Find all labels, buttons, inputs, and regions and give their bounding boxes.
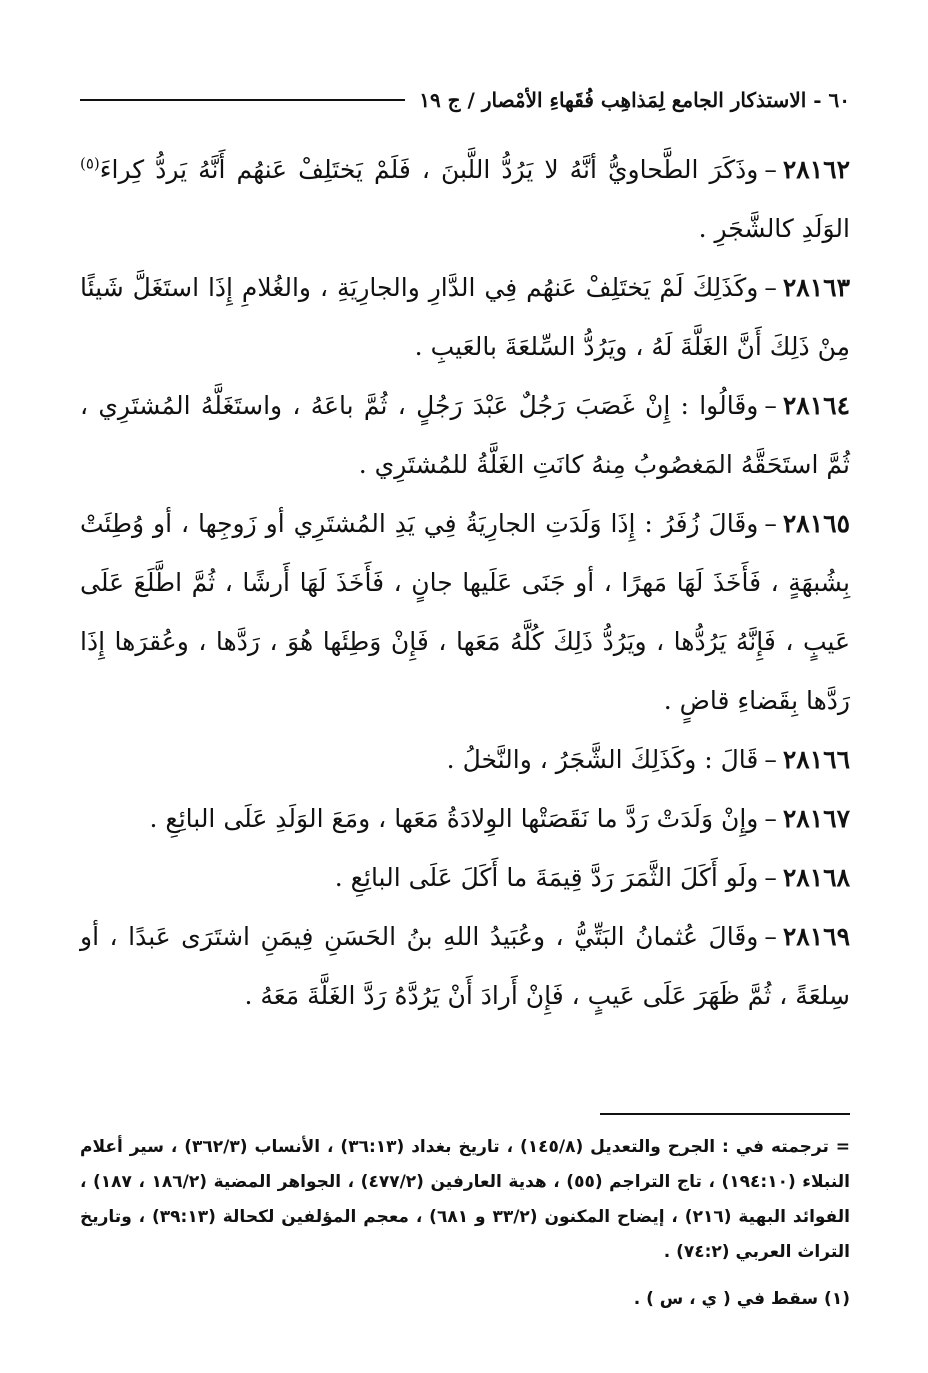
paragraph-number: ٢٨١٦٧ (782, 804, 850, 833)
dash: – (764, 863, 777, 892)
header-title: ٦٠ - الاستذكار الجامع لِمَذاهِب فُقَهاءِ الأمْصار / ج ١٩ (419, 88, 850, 112)
running-header (80, 82, 850, 118)
paragraph-number: ٢٨١٦٨ (782, 863, 850, 892)
paragraph-number: ٢٨١٦٦ (782, 745, 850, 774)
dash: – (764, 745, 777, 774)
paragraph-28163 (80, 258, 850, 376)
paragraph-text: قَالَ : وكَذَلِكَ الشَّجَرُ ، والنَّخلُ . (446, 745, 759, 774)
paragraph-28168 (80, 848, 850, 907)
paragraph-28164 (80, 376, 850, 494)
dash: – (764, 391, 777, 420)
paragraph-text-continued: الوَلَدِ كالشَّجَرِ . (698, 214, 850, 243)
paragraph-text: وذَكَرَ الطَّحاويُّ أنَّهُ لا يَرُدُّ اللَّبنَ ، فَلَمْ يَختَلِفْ عَنهُم أَنَّهُ يَردُّ كِراءَ (99, 155, 759, 184)
footnote-reference: (٥) (80, 154, 100, 173)
paragraph-28167 (80, 789, 850, 848)
paragraph-text: وقَالَ زُفَرُ : إِذَا وَلَدَتِ الجارِيَةُ فِي يَدِ المُشتَرِي أو زَوجِها ، أو وُطِئَتْ بِشُبهَةٍ ، فَأَخَذَ لَهَا مَهرًا ، أو جَنَى عَلَيها جانٍ ، فَأَخَذَ لَهَا أَرشًا ، ثُمَّ اطَّلَعَ عَلَى عَيبٍ ، فَإِنَّهُ يَرُدُّها ، ويَرُدُّ ذَلِكَ كُلَّهُ مَعَها ، فَإِنْ وَطِئَها هُوَ ، رَدَّها ، وعُقرَها إِذَا رَدَّها بِقَضاءِ قاضٍ . (80, 509, 850, 715)
paragraph-number: ٢٨١٦٩ (782, 922, 850, 951)
paragraph-number: ٢٨١٦٤ (782, 391, 850, 420)
paragraph-number: ٢٨١٦٥ (782, 509, 850, 538)
paragraph-text: وكَذَلِكَ لَمْ يَختَلِفْ عَنهُم فِي الدَّارِ والجارِيَةِ ، والغُلامِ إِذَا استَغَلَّ شَيئًا مِنْ ذَلِكَ أَنَّ الغَلَّةَ لَهُ ، ويَرُدُّ السِّلعَةَ بالعَيبِ . (80, 273, 850, 361)
footnote-continuation: = ترجمته في : الجرح والتعديل (١٤٥/٨) ، تاريخ بغداد (٣٦:١٣) ، الأنساب (٣٦٢/٣) ، سير أعلام النبلاء (١٩٤:١٠) ، تاج التراجم (٥٥) ، هدية العارفين (٤٧٧/٢) ، الجواهر المضية (١٨٦/٢ ، ١٨٧) ، الفوائد البهية (٢١٦) ، إيضاح المكنون (٣٣/٢ و ٦٨١) ، معجم المؤلفين لكحالة (٣٩:١٣) ، وتاريخ التراث العربي (٧٤:٢) . (80, 1137, 851, 1262)
dash: – (764, 155, 777, 184)
main-text (80, 140, 850, 1025)
paragraph-number: ٢٨١٦٣ (782, 273, 850, 302)
paragraph-text: وقَالَ عُثمانُ البَتِّيُّ ، وعُبَيدُ اللهِ بنُ الحَسَنِ فِيمَنِ اشتَرَى عَبدًا ، أو سِلعَةً ، ثُمَّ ظَهَرَ عَلَى عَيبٍ ، فَإِنْ أَرادَ أَنْ يَرُدَّهُ رَدَّ الغَلَّةَ مَعَهُ . (80, 922, 850, 1010)
paragraph-28166 (80, 730, 850, 789)
footnotes (80, 1130, 850, 1317)
paragraph-28169 (80, 907, 850, 1025)
dash: – (764, 922, 777, 951)
header-rule (80, 99, 405, 101)
dash: – (764, 273, 777, 302)
dash: – (764, 509, 777, 538)
footnote-separator (600, 1113, 850, 1115)
paragraph-text: وقَالُوا : إِنْ غَصَبَ رَجُلٌ عَبْدَ رَجُلٍ ، ثُمَّ باعَهُ ، واستَغَلَّهُ المُشتَرِي ، ثُمَّ استَحَقَّهُ المَغصُوبُ مِنهُ كانَتِ الغَلَّةُ للمُشتَرِي . (80, 391, 850, 479)
paragraph-28165 (80, 494, 850, 730)
paragraph-28162 (80, 140, 850, 258)
dash: – (764, 804, 777, 833)
paragraph-text: ولَو أَكَلَ الثَّمَرَ رَدَّ قِيمَةَ ما أَكَلَ عَلَى البائِعِ . (334, 863, 759, 892)
paragraph-text: وإِنْ وَلَدَتْ رَدَّ ما نَقَصَتْها الوِلادَةُ مَعَها ، ومَعَ الوَلَدِ عَلَى البائِعِ . (149, 804, 759, 833)
footnote-1: (١) سقط في ( ي ، س ) . (633, 1289, 850, 1309)
paragraph-number: ٢٨١٦٢ (782, 155, 850, 184)
